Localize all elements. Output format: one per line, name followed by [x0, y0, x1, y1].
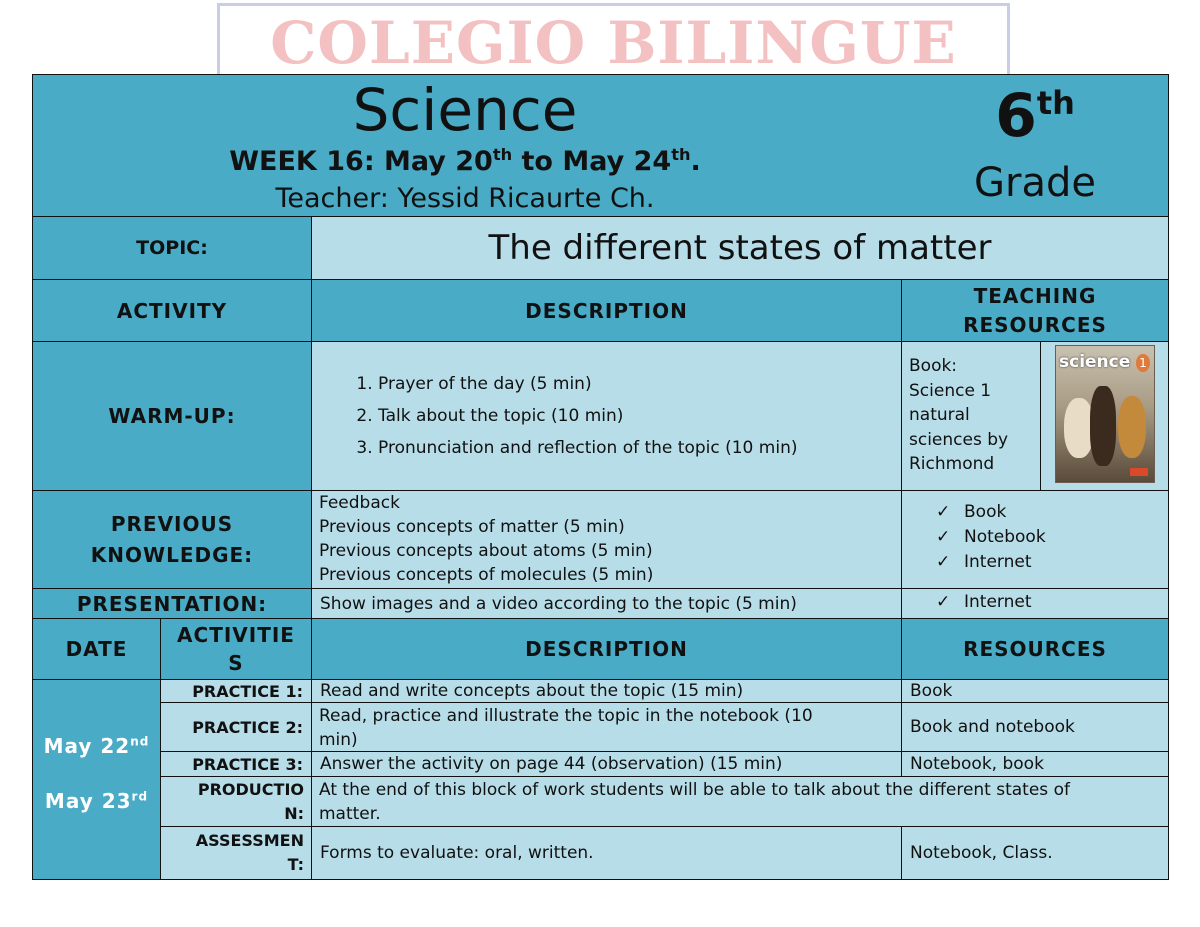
practice1-label: PRACTICE 1: — [192, 681, 303, 701]
grade-sup: th — [1036, 84, 1075, 122]
assessment-description-cell — [311, 826, 902, 880]
practice1-resource-cell — [901, 679, 1169, 703]
col-activities-line2: S — [228, 651, 244, 675]
col-description2-label: DESCRIPTION — [525, 637, 688, 661]
practice2-description-cell — [311, 702, 902, 752]
grade-number — [950, 80, 1120, 152]
assessment-resource: Notebook, Class. — [910, 843, 1053, 863]
resource-line: Science 1 — [909, 380, 992, 401]
practice1-resource: Book — [910, 681, 953, 701]
practice3-label: PRACTICE 3: — [192, 754, 303, 774]
topic-label: TOPIC: — [136, 237, 208, 259]
practice1-label-cell — [160, 679, 312, 703]
practice2-resource: Book and notebook — [910, 717, 1075, 737]
practice3-description: Answer the activity on page 44 (observation) (15 min) — [320, 754, 783, 774]
book-cover-image — [1055, 345, 1155, 483]
week-line — [100, 144, 830, 180]
check-icon: ✓ — [936, 552, 951, 572]
col-activities-header — [160, 618, 312, 680]
col-description2-header — [311, 618, 902, 680]
presentation-resources-cell — [901, 588, 1169, 619]
topic-label-cell — [32, 216, 312, 280]
previous-line: Previous concepts of matter (5 min) — [319, 517, 625, 537]
col-resources2-header — [901, 618, 1169, 680]
previous-description-cell — [311, 490, 902, 589]
col-date-label: DATE — [65, 637, 128, 661]
practice2-label: PRACTICE 2: — [192, 717, 303, 737]
publisher-logo — [1130, 468, 1148, 476]
previous-label-line2: KNOWLEDGE: — [90, 542, 254, 567]
resource-item — [936, 590, 1168, 615]
warmup-item: 2. Talk about the topic (10 min) — [378, 400, 797, 432]
teacher-line: Teacher: Yessid Ricaurte Ch. — [275, 183, 655, 214]
previous-line: Feedback — [319, 493, 400, 513]
week-sup-2: th — [671, 145, 691, 164]
col-activity-label: ACTIVITY — [116, 298, 228, 323]
practice2-resource-cell — [901, 702, 1169, 752]
production-label-cell — [160, 776, 312, 827]
date-cell — [32, 679, 161, 880]
production-description-line2: matter. — [319, 804, 381, 824]
practice3-label-cell — [160, 751, 312, 777]
week-text-3: . — [690, 146, 701, 177]
previous-resource-list — [902, 500, 1168, 575]
col-description-header — [311, 279, 902, 342]
book-cover-specimen — [1090, 386, 1116, 466]
col-resources-line1: TEACHING — [973, 283, 1097, 308]
warmup-description-cell — [311, 341, 902, 491]
warmup-item: 1. Prayer of the day (5 min) — [378, 368, 797, 400]
warmup-resource-text — [909, 354, 1044, 477]
col-activities-line1: ACTIVITIE — [177, 623, 295, 647]
week-sup-1: th — [492, 145, 513, 164]
assessment-resource-cell — [901, 826, 1169, 880]
practice2-description-line2: min) — [319, 730, 358, 750]
presentation-label-cell — [32, 588, 312, 619]
production-label-line2: N: — [284, 804, 304, 823]
practice3-resource: Notebook, book — [910, 754, 1044, 774]
presentation-description: Show images and a video according to the topic (5 min) — [320, 593, 797, 614]
grade-num: 6 — [995, 81, 1037, 151]
subject-title: Science — [352, 76, 578, 144]
practice3-resource-cell — [901, 751, 1169, 777]
resource-item — [936, 550, 1168, 575]
col-resources-header — [901, 279, 1169, 342]
practice1-description-cell — [311, 679, 902, 703]
week-text-1: WEEK 16: May 20 — [229, 146, 493, 177]
book-cover-title: science — [1059, 352, 1131, 372]
previous-resources-cell — [901, 490, 1169, 589]
book-cover-number: 1 — [1136, 354, 1150, 372]
practice3-description-cell — [311, 751, 902, 777]
resource-line: Book: — [909, 356, 958, 376]
grade-word: Grade — [974, 160, 1096, 206]
resource-item-label: Notebook — [964, 527, 1046, 547]
warmup-item: 3. Pronunciation and reflection of the topic (10 min) — [378, 432, 797, 464]
warmup-list — [320, 368, 797, 464]
assessment-description: Forms to evaluate: oral, written. — [320, 843, 594, 863]
week-text-2: to May 24 — [512, 146, 672, 177]
date-2-sup: rd — [131, 789, 149, 804]
warmup-label-cell — [32, 341, 312, 491]
presentation-description-cell — [311, 588, 902, 619]
resource-item-label: Book — [964, 502, 1007, 522]
practice1-description: Read and write concepts about the topic (15 min) — [320, 681, 744, 701]
resource-item-label: Internet — [964, 592, 1032, 612]
check-icon: ✓ — [936, 592, 951, 612]
col-resources-line2: RESOURCES — [963, 312, 1107, 337]
col-activity-header — [32, 279, 312, 342]
warmup-label: WARM-UP: — [108, 404, 236, 428]
production-label-line1: PRODUCTIO — [197, 780, 304, 799]
assessment-label-line1: ASSESSMEN — [195, 831, 304, 850]
production-description-line1: At the end of this block of work students will be able to talk about the different states of — [319, 780, 1070, 800]
previous-label-line1: PREVIOUS — [110, 511, 234, 536]
resource-line: natural — [909, 405, 970, 425]
previous-label-cell — [32, 490, 312, 589]
assessment-label-cell — [160, 826, 312, 880]
check-icon: ✓ — [936, 502, 951, 522]
resource-item — [936, 500, 1168, 525]
practice2-label-cell — [160, 702, 312, 752]
check-icon: ✓ — [936, 527, 951, 547]
presentation-resource-list — [902, 589, 1168, 615]
resource-line: Richmond — [909, 454, 995, 474]
col-resources2-label: RESOURCES — [963, 637, 1107, 661]
col-date-header — [32, 618, 161, 680]
book-cover-specimen — [1118, 396, 1146, 458]
watermark-text: COLEGIO BILINGUE — [270, 12, 957, 74]
topic-value: The different states of matter — [488, 228, 992, 268]
resource-divider — [1040, 341, 1041, 491]
practice2-description-line1: Read, practice and illustrate the topic in the notebook (10 — [319, 706, 813, 726]
topic-value-cell — [311, 216, 1169, 280]
previous-line: Previous concepts of molecules (5 min) — [319, 565, 654, 585]
resource-line: sciences by — [909, 429, 1009, 450]
previous-line: Previous concepts about atoms (5 min) — [319, 541, 653, 561]
production-description-cell — [311, 776, 1169, 827]
date-1-sup: nd — [130, 734, 150, 749]
assessment-label-line2: T: — [287, 855, 304, 874]
resource-item-label: Internet — [964, 552, 1032, 572]
date-1-text: May 22 — [43, 734, 131, 758]
date-2-text: May 23 — [44, 789, 132, 813]
presentation-label: PRESENTATION: — [76, 591, 268, 616]
resource-item — [936, 525, 1168, 550]
date-1 — [32, 734, 161, 758]
col-description-label: DESCRIPTION — [525, 298, 688, 323]
date-2 — [32, 789, 161, 813]
